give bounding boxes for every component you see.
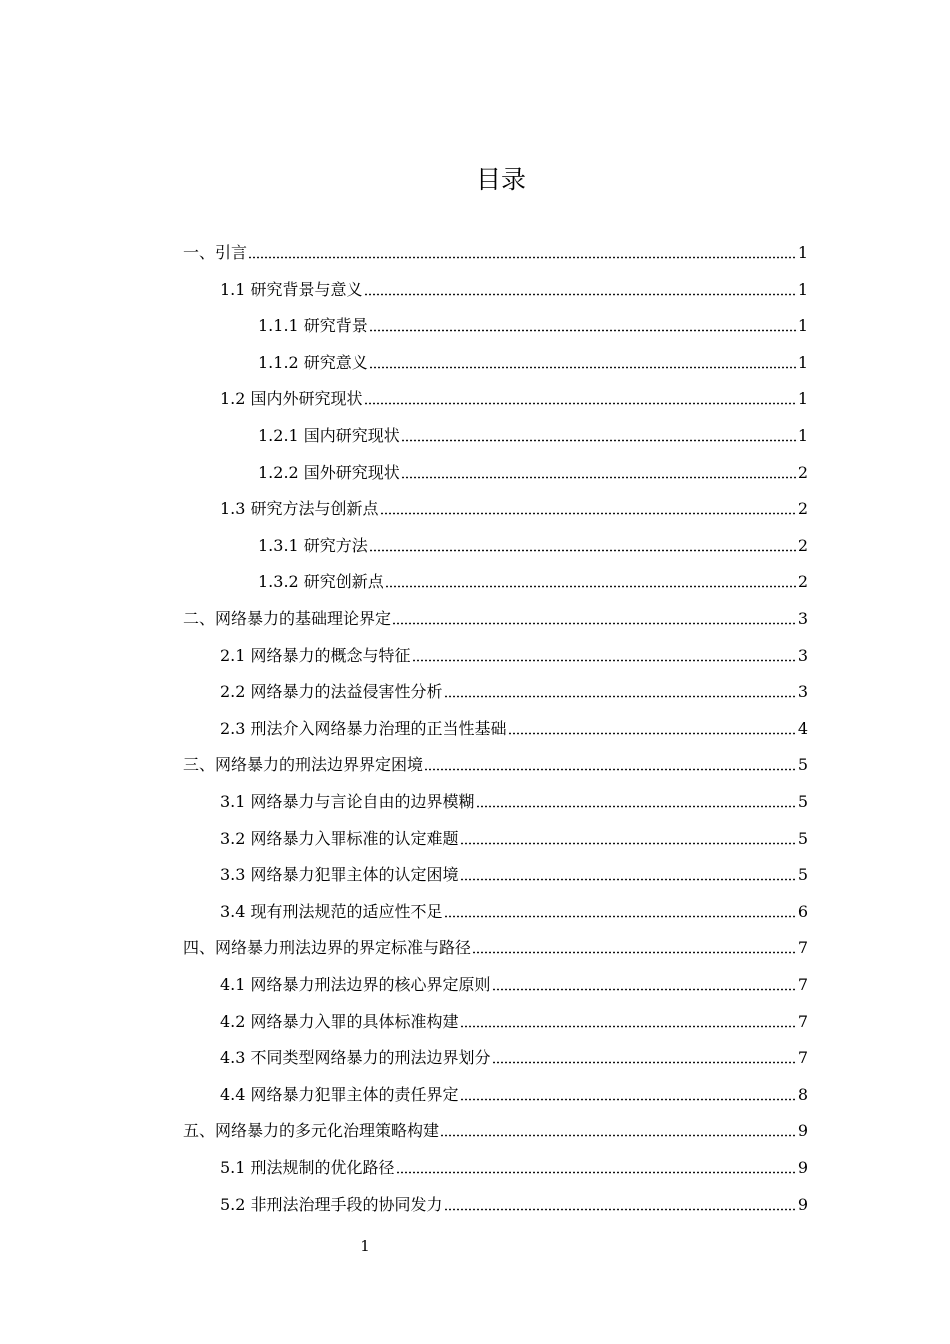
- toc-entry[interactable]: [220, 777, 808, 813]
- footer-page-number: 1: [360, 1237, 370, 1255]
- toc-entry-title: 1.3.1 研究方法: [258, 535, 368, 555]
- toc-entry-title: 2.1 网络暴力的概念与特征: [220, 645, 411, 665]
- toc-entry[interactable]: [183, 923, 808, 959]
- toc-entry-title: 2.2 网络暴力的法益侵害性分析: [220, 682, 443, 702]
- toc-entry-title: 4.2 网络暴力入罪的具体标准构建: [220, 1011, 459, 1031]
- toc-entry-page: 6: [797, 901, 808, 921]
- toc-entry-title: 一、引言: [183, 243, 248, 262]
- toc-entry-page: 1: [797, 352, 808, 372]
- toc-entry[interactable]: [220, 265, 808, 301]
- toc-entry-title: 1.1.1 研究背景: [258, 316, 368, 336]
- toc-dot-leader: [401, 439, 797, 442]
- toc-dot-leader: [444, 915, 797, 918]
- toc-dot-leader: [472, 951, 797, 954]
- toc-entry-page: 5: [797, 792, 808, 811]
- toc-entry-title: 1.2.1 国内研究现状: [258, 426, 400, 445]
- toc-entry-title: 五、网络暴力的多元化治理策略构建: [183, 1121, 440, 1141]
- toc-entry-title: 5.1 刑法规制的优化路径: [220, 1158, 395, 1177]
- toc-entry[interactable]: [220, 374, 808, 410]
- toc-dot-leader: [369, 329, 797, 332]
- toc-dot-leader: [440, 1134, 797, 1137]
- toc-entry-page: 1: [797, 389, 808, 409]
- toc-entry-page: 2: [797, 499, 808, 519]
- toc-entry-page: 1: [797, 426, 808, 445]
- page-title: 目录: [475, 165, 526, 194]
- toc-dot-leader: [396, 1171, 797, 1174]
- toc-dot-leader: [364, 293, 797, 296]
- toc-entry-page: 2: [797, 535, 808, 555]
- toc-entry-page: 1: [797, 243, 808, 262]
- toc-entry[interactable]: [220, 997, 808, 1033]
- toc-entry-page: 9: [797, 1194, 808, 1214]
- toc-entry-page: 1: [797, 279, 808, 299]
- toc-dot-leader: [476, 805, 797, 808]
- toc-entry-title: 1.3.2 研究创新点: [258, 572, 384, 592]
- toc-entry[interactable]: [220, 850, 808, 886]
- toc-dot-leader: [392, 622, 797, 625]
- toc-entry-page: 5: [797, 865, 808, 885]
- toc-dot-leader: [424, 768, 797, 771]
- toc-entry-page: 7: [797, 1011, 808, 1031]
- toc-entry-page: 1: [797, 316, 808, 336]
- toc-dot-leader: [380, 512, 797, 515]
- toc-entry-title: 4.1 网络暴力刑法边界的核心界定原则: [220, 975, 491, 994]
- toc-entry[interactable]: [258, 448, 808, 484]
- toc-dot-leader: [460, 842, 797, 845]
- toc-dot-leader: [460, 878, 797, 881]
- toc-entry[interactable]: [220, 704, 808, 740]
- toc-entry[interactable]: [220, 814, 808, 850]
- toc-entry[interactable]: [258, 301, 808, 337]
- toc-entry-page: 4: [797, 718, 808, 738]
- toc-entry-page: 2: [797, 572, 808, 592]
- toc-entry-page: 3: [797, 645, 808, 665]
- toc-dot-leader: [364, 402, 797, 405]
- toc-entry[interactable]: [220, 1033, 808, 1069]
- toc-entry-page: 3: [797, 609, 808, 628]
- toc-entry-page: 8: [797, 1084, 808, 1104]
- toc-dot-leader: [492, 1061, 797, 1064]
- toc-entry-title: 2.3 刑法介入网络暴力治理的正当性基础: [220, 718, 507, 738]
- toc-entry-title: 二、网络暴力的基础理论界定: [183, 609, 392, 628]
- toc-entry-title: 1.2.2 国外研究现状: [258, 462, 400, 482]
- toc-entry-page: 2: [797, 462, 808, 482]
- toc-entry-title: 3.4 现有刑法规范的适应性不足: [220, 901, 443, 921]
- toc-entry[interactable]: [183, 740, 808, 776]
- toc-entry[interactable]: [220, 1143, 808, 1179]
- toc-entry-page: 9: [797, 1121, 808, 1141]
- toc-entry-page: 9: [797, 1158, 808, 1177]
- toc-dot-leader: [444, 1208, 797, 1211]
- toc-entry[interactable]: [183, 228, 808, 264]
- toc-entry[interactable]: [183, 594, 808, 630]
- toc-entry-title: 1.1.2 研究意义: [258, 352, 368, 372]
- toc-entry[interactable]: [258, 557, 808, 593]
- toc-entry-page: 5: [797, 755, 808, 775]
- toc-entry-page: 5: [797, 828, 808, 848]
- toc-dot-leader: [369, 549, 797, 552]
- toc-entry[interactable]: [220, 484, 808, 520]
- toc-entry-title: 1.1 研究背景与意义: [220, 279, 363, 299]
- toc-entry-page: 7: [797, 975, 808, 994]
- toc-entry[interactable]: [220, 960, 808, 996]
- toc-entry[interactable]: [220, 887, 808, 923]
- toc-entry-title: 4.4 网络暴力犯罪主体的责任界定: [220, 1084, 459, 1104]
- toc-dot-leader: [412, 659, 797, 662]
- toc-entry[interactable]: [258, 521, 808, 557]
- toc-dot-leader: [460, 1025, 797, 1028]
- toc-entry-title: 三、网络暴力的刑法边界界定困境: [183, 755, 424, 775]
- toc-dot-leader: [385, 585, 797, 588]
- toc-dot-leader: [492, 988, 797, 991]
- toc-entry[interactable]: [258, 338, 808, 374]
- toc-entry-title: 3.3 网络暴力犯罪主体的认定困境: [220, 865, 459, 885]
- toc-entry-page: 7: [797, 1048, 808, 1068]
- toc-dot-leader: [401, 476, 797, 479]
- toc-entry-title: 四、网络暴力刑法边界的界定标准与路径: [183, 938, 472, 958]
- toc-entry[interactable]: [220, 667, 808, 703]
- toc-entry-title: 1.3 研究方法与创新点: [220, 499, 379, 519]
- toc-dot-leader: [444, 695, 797, 698]
- toc-entry[interactable]: [258, 411, 808, 447]
- toc-entry-title: 1.2 国内外研究现状: [220, 389, 363, 409]
- toc-dot-leader: [369, 366, 797, 369]
- toc-entry[interactable]: [220, 1070, 808, 1106]
- toc-entry[interactable]: [183, 1106, 808, 1142]
- toc-entry-title: 4.3 不同类型网络暴力的刑法边界划分: [220, 1048, 491, 1068]
- toc-dot-leader: [460, 1098, 797, 1101]
- toc-dot-leader: [248, 256, 797, 259]
- toc-dot-leader: [508, 732, 797, 735]
- toc-entry[interactable]: [220, 1180, 808, 1216]
- toc-entry[interactable]: [220, 631, 808, 667]
- toc-entry-title: 5.2 非刑法治理手段的协同发力: [220, 1194, 443, 1214]
- toc-entry-title: 3.2 网络暴力入罪标准的认定难题: [220, 828, 459, 848]
- toc-entry-page: 3: [797, 682, 808, 702]
- toc-entry-page: 7: [797, 938, 808, 958]
- toc-entry-title: 3.1 网络暴力与言论自由的边界模糊: [220, 792, 475, 811]
